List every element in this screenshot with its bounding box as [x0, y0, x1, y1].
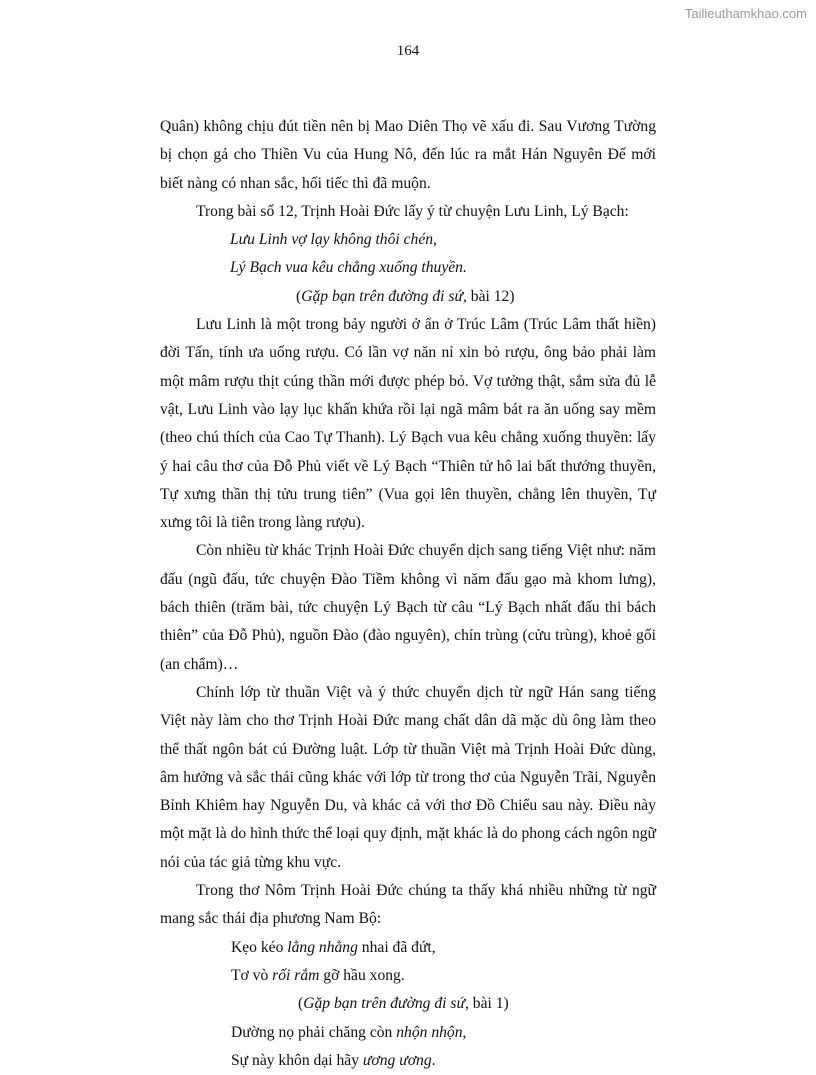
verse-text: . — [431, 1051, 436, 1069]
verse-line — [160, 1019, 656, 1047]
page-body — [160, 113, 656, 1075]
citation-open: ( — [296, 287, 302, 305]
citation-title: Gặp bạn trên đường đi sứ — [303, 995, 465, 1013]
verse-text: Lý Bạch vua kêu chẳng xuống thuyền. — [230, 259, 467, 277]
watermark: Tailieuthamkhao.com — [684, 6, 807, 21]
paragraph-5: Chính lớp từ thuần Việt và ý thức chuyển dịch từ ngữ Hán sang tiếng Việt này làm cho thơ Trịnh Hoài Đức mang chất dân dã mặc dù ông làm theo thể thất ngôn bát cú Đường luật. Lớp từ thuần Việt mà Trịnh Hoài Đức dùng, âm hưởng và sắc thái cũng khác với lớp từ trong thơ của Nguyễn Trãi, Nguyễn Bỉnh Khiêm hay Nguyễn Du, và khác cả với thơ Đồ Chiểu sau này. Điều này một mặt là do hình thức thể loại quy định, mặt khác là do phong cách ngôn ngữ nói của tác giả từng khu vực. — [160, 683, 656, 871]
verse-line — [160, 226, 656, 254]
paragraph-6: Trong thơ Nôm Trịnh Hoài Đức chúng ta thấy khá nhiều những từ ngữ mang sắc thái địa phương Nam Bộ: — [160, 882, 656, 928]
page-number: 164 — [396, 43, 420, 59]
paragraph-2: Trong bài số 12, Trịnh Hoài Đức lấy ý từ chuyện Lưu Linh, Lý Bạch: — [196, 202, 629, 220]
citation-rest: , bài 1) — [464, 995, 509, 1013]
verse-line — [160, 254, 656, 282]
verse-text: , — [462, 1023, 467, 1041]
verse-emphasis: nhộn nhộn — [396, 1023, 463, 1041]
citation-title: Gặp bạn trên đường đi sứ, — [301, 287, 467, 305]
paragraph-3: Lưu Linh là một trong bảy người ở ẩn ở Trúc Lâm (Trúc Lâm thất hiền) đời Tấn, tính ưa uống rượu. Có lần vợ năn nỉ xin bỏ rượu, ông bảo phải làm một mâm rượu thịt cúng thần mới được phép bỏ. Vợ tưởng thật, sắm sửa đủ lễ vật, Lưu Linh vào lạy lục khấn khứa rồi lại ngã mâm bát ra ăn uống say mềm (theo chú thích của Cao Tự Thanh). Lý Bạch vua kêu chẳng xuống thuyền: lấy ý hai câu thơ của Đỗ Phủ viết về Lý Bạch “Thiên tử hô lai bất thướng thuyền, Tự xưng thần thị tửu trung tiên” (Vua gọi lên thuyền, chẳng lên thuyền, Tự xưng tôi là tiên trong làng rượu). — [160, 316, 656, 532]
verse-text: Dường nọ phải chăng còn — [231, 1023, 397, 1041]
verse-text: Kẹo kéo — [231, 938, 288, 956]
verse-emphasis: ương ương — [362, 1051, 432, 1069]
verse-emphasis: lằng nhằng — [287, 938, 358, 956]
verse-line — [160, 934, 656, 962]
verse-emphasis: rối rắm — [272, 966, 320, 984]
citation-open: ( — [298, 995, 304, 1013]
verse-text: Tơ vò — [231, 966, 273, 984]
verse-text: Lưu Linh vợ lạy không thôi chén, — [230, 231, 437, 249]
paragraph-1: Quân) không chịu đút tiền nên bị Mao Diên Thọ vẽ xấu đi. Sau Vương Tường bị chọn gả cho Thiền Vu của Hung Nô, đến lúc ra mắt Hán Nguyên Đế mới biết nàng có nhan sắc, hối tiếc thì đã muộn. — [160, 118, 656, 192]
paragraph-4: Còn nhiều từ khác Trịnh Hoài Đức chuyển dịch sang tiếng Việt như: năm đấu (ngũ đấu, tức chuyện Đào Tiềm không vì năm đấu gạo mà khom lưng), bách thiên (trăm bài, tức chuyện Lý Bạch từ câu “Lý Bạch nhất đấu thi bách thiên” của Đỗ Phủ), nguồn Đào (đào nguyên), chín trùng (cửu trùng), khoẻ gối (an chẩm)… — [160, 542, 656, 673]
verse-line — [160, 962, 656, 990]
verse-line — [160, 1047, 656, 1075]
citation-rest: bài 12) — [466, 287, 515, 305]
citation — [160, 990, 656, 1018]
verse-text: Sự này khôn dại hãy — [231, 1051, 363, 1069]
citation — [160, 283, 656, 311]
verse-text: nhai đã đứt, — [357, 938, 436, 956]
verse-text: gỡ hầu xong. — [319, 966, 405, 984]
